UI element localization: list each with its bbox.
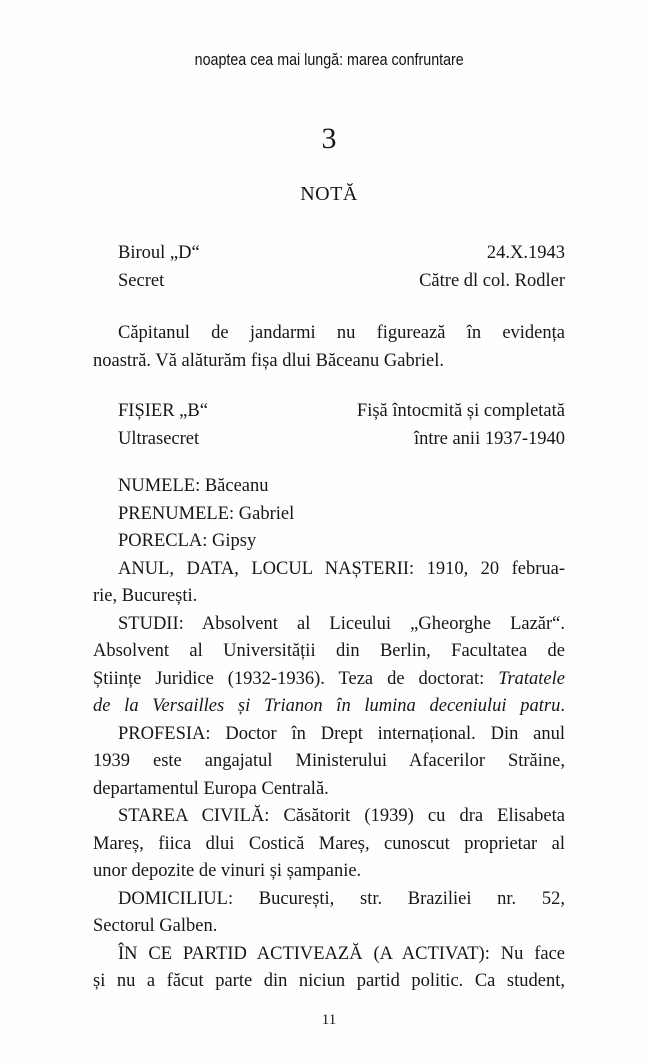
text-segment: PROFESIA: Doctor în Drept internațional. Din anul: [118, 723, 565, 744]
text-segment: PRENUMELE: Gabriel: [118, 503, 295, 524]
text-line: [93, 528, 565, 556]
text-segment: .: [560, 696, 565, 716]
text-line: [93, 748, 565, 776]
chapter-number: 3: [321, 122, 337, 155]
italic-text: Tratatele: [498, 668, 565, 689]
text-line: [93, 941, 565, 969]
text-line: [93, 721, 565, 749]
memo-classification: Secret: [118, 270, 165, 291]
file-heading: [93, 398, 565, 453]
text-line: [93, 886, 565, 914]
memo-date: 24.X.1943: [486, 243, 565, 263]
memo-row: [93, 240, 565, 268]
text-line: [93, 611, 565, 639]
text-segment: 1939 este angajatul Ministerului Afacerilor Străine,: [93, 751, 565, 771]
page-number: 11: [321, 1011, 337, 1028]
text-line: [93, 803, 565, 831]
text-segment: Sectorul Galben.: [93, 916, 218, 936]
file-note: Fișă întocmită și completată: [356, 401, 565, 421]
text-segment: noastră. Vă alăturăm fișa dlui Băceanu Gabriel.: [93, 350, 445, 371]
text-line: [93, 693, 565, 721]
text-line: [93, 501, 565, 529]
memo-heading: [93, 240, 565, 295]
text-line: [93, 473, 565, 501]
text-segment: Căpitanul de jandarmi nu figurează în evidența: [118, 323, 565, 343]
text-line: [93, 348, 565, 376]
text-segment: ANUL, DATA, LOCUL NAȘTERII: 1910, 20 februa-: [118, 558, 565, 579]
file-label: FIȘIER „B“: [118, 401, 208, 421]
running-header-row: [93, 50, 565, 70]
text-line: [93, 776, 565, 804]
text-segment: rie, București.: [93, 586, 198, 606]
text-segment: PORECLA: Gipsy: [118, 531, 257, 551]
text-line: [93, 968, 565, 996]
text-segment: unor depozite de vinuri și șampanie.: [93, 861, 362, 881]
text-line: [93, 858, 565, 886]
text-line: [93, 583, 565, 611]
file-classification: Ultrasecret: [118, 428, 200, 449]
text-segment: NUMELE: Băceanu: [118, 476, 269, 496]
text-segment: Științe Juridice (1932-1936). Teza de doctorat:: [93, 668, 499, 689]
text-line: [93, 831, 565, 859]
text-segment: Mareș, fiica dlui Costică Mareș, cunoscut proprietar al: [93, 833, 565, 854]
text-segment: și nu a făcut parte din niciun partid politic. Ca student,: [93, 971, 565, 991]
memo-office: Biroul „D“: [118, 243, 200, 263]
file-years: între anii 1937-1940: [413, 428, 565, 449]
text-segment: STAREA CIVILĂ: Căsătorit (1939) cu dra Elisabeta: [118, 806, 565, 826]
chapter-title: NOTĂ: [300, 183, 358, 205]
text-segment: departamentul Europa Centrală.: [93, 778, 329, 799]
memo-body: [93, 320, 565, 375]
memo-addressee: Către dl col. Rodler: [419, 270, 565, 291]
file-row: [93, 426, 565, 454]
italic-text: de la Versailles și Trianon în lumina deceniului patru: [93, 696, 561, 716]
file-row: [93, 398, 565, 426]
text-segment: ÎN CE PARTID ACTIVEAZĂ (A ACTIVAT): Nu face: [118, 943, 565, 964]
text-line: [93, 556, 565, 584]
text-line: [93, 913, 565, 941]
text-segment: STUDII: Absolvent al Liceului „Gheorghe Lazăr“.: [118, 613, 565, 634]
text-segment: DOMICILIUL: București, str. Braziliei nr. 52,: [118, 888, 565, 909]
text-line: [93, 638, 565, 666]
text-segment: Absolvent al Universității din Berlin, Facultatea de: [93, 641, 565, 661]
memo-row: [93, 268, 565, 296]
dossier-body: [93, 473, 565, 996]
text-line: [93, 320, 565, 348]
text-line: [93, 666, 565, 694]
running-header: noaptea cea mai lungă: marea confruntare: [194, 50, 464, 69]
